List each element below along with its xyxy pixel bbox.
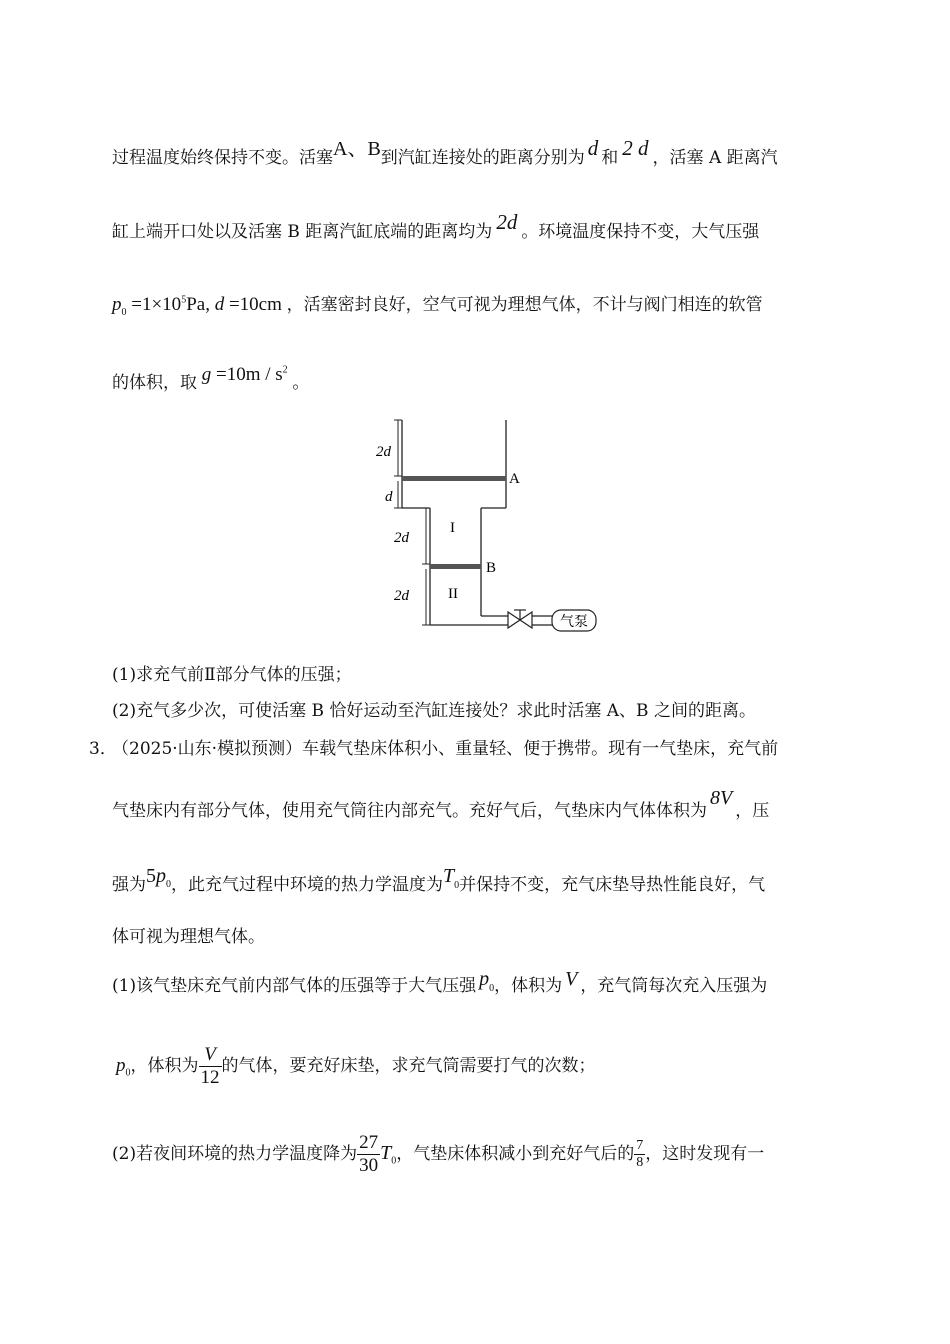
text: ，体积为 <box>130 1056 199 1076</box>
math-d: d <box>214 294 225 315</box>
text: ，压 <box>735 801 770 821</box>
label-2d-mid: 2d <box>394 530 409 546</box>
label-region-2: II <box>448 586 458 602</box>
math-2d: 2d <box>496 210 518 234</box>
text: ，活塞 A 距离汽 <box>652 148 778 168</box>
text: 缸上端开口处以及活塞 B 距离汽缸底端的距离均为 <box>112 222 493 242</box>
math-eq: =1×10 <box>131 294 182 315</box>
text-line-4 <box>112 364 310 394</box>
math-2d: 2 d <box>622 136 649 160</box>
text: 。环境温度保持不变，大气压强 <box>521 222 760 242</box>
text: ，这时发现有一 <box>645 1144 765 1164</box>
label-2d-bot: 2d <box>394 588 409 604</box>
q3-sub1-line-1 <box>112 968 768 998</box>
label-2d-top: 2d <box>376 444 391 460</box>
piston-b <box>430 564 481 569</box>
label-region-1: I <box>450 520 455 536</box>
fraction-denominator: 12 <box>200 1067 220 1088</box>
label-d: d <box>385 489 393 505</box>
math-v: V <box>565 968 578 990</box>
q3-line-4: 体可视为理想气体。 <box>112 927 265 947</box>
valve-icon <box>508 610 532 628</box>
q3-line-2 <box>112 787 770 822</box>
cylinder-diagram <box>360 410 610 640</box>
text: 强为 <box>112 875 146 895</box>
math-p: p <box>479 968 490 990</box>
text: ，气垫床体积减小到充好气后的 <box>396 1144 635 1164</box>
q3-line-3 <box>112 865 766 898</box>
fraction-v-12 <box>199 1044 222 1089</box>
question-number: 3． <box>89 739 117 759</box>
label-b: B <box>486 560 497 576</box>
q2-sub1: (1)求充气前Ⅱ部分气体的压强； <box>112 665 352 685</box>
fraction-numerator: 27 <box>359 1132 379 1153</box>
text: 的气体，要充好床垫，求充气筒需要打气的次数； <box>221 1056 596 1076</box>
text: ，充气筒每次充入压强为 <box>580 976 768 996</box>
fraction-27-30 <box>357 1132 380 1177</box>
text: (1)该气垫床充气前内部气体的压强等于大气压强 <box>112 976 477 996</box>
q3-line-1: （2025·山东·模拟预测）车载气垫床体积小、重量轻、便于携带。现有一气垫床，充气前 <box>112 739 779 759</box>
fraction-numerator: 7 <box>636 1138 644 1153</box>
math-5: 5 <box>146 865 156 887</box>
math-g: g <box>201 364 212 385</box>
text: 到汽缸连接处的距离分别为 <box>380 148 585 168</box>
piston-a <box>402 476 506 481</box>
subscript: 0 <box>166 879 171 890</box>
math-ab: A、B <box>333 138 381 160</box>
q3-sub1-line-2 <box>112 1044 596 1089</box>
text: (2)若夜间环境的热力学温度降为 <box>112 1144 358 1164</box>
label-a: A <box>509 471 520 487</box>
text: 。 <box>292 373 310 393</box>
superscript: 5 <box>181 294 187 306</box>
text: 的体积，取 <box>112 373 197 393</box>
math-eq: =10cm <box>228 294 282 315</box>
fraction-denominator: 30 <box>359 1155 379 1176</box>
math-p: p <box>116 1055 126 1076</box>
fraction-denominator: 8 <box>636 1155 644 1170</box>
superscript: 2 <box>282 364 288 376</box>
subscript: 0 <box>454 880 460 892</box>
subscript: 0 <box>125 1067 131 1079</box>
fraction-7-8 <box>634 1138 645 1171</box>
math-p: p <box>156 865 166 887</box>
math-t: T <box>443 865 455 887</box>
math-d: d <box>587 136 599 160</box>
text-line-3 <box>112 290 763 318</box>
text-line-1 <box>112 136 778 169</box>
text: 和 <box>601 148 619 168</box>
text: ，体积为 <box>494 976 563 996</box>
fraction-numerator: V <box>199 1044 222 1067</box>
math-unit: Pa, <box>186 294 210 315</box>
q3-sub2-line <box>112 1132 764 1177</box>
text: ，活塞密封良好，空气可视为理想气体，不计与阀门相连的软管 <box>286 295 763 315</box>
text: 过程温度始终保持不变。活塞 <box>112 148 333 168</box>
math-p: p <box>112 294 122 315</box>
math-val: =10m / s <box>216 364 283 385</box>
pump-label: 气泵 <box>560 614 588 630</box>
text-line-2 <box>112 210 760 243</box>
text: 气垫床内有部分气体，使用充气筒往内部充气。充好气后，气垫床内气体体积为 <box>112 801 707 821</box>
subscript: 0 <box>489 983 495 995</box>
text: 并保持不变，充气床垫导热性能良好，气 <box>459 875 766 895</box>
subscript: 0 <box>391 1155 397 1167</box>
subscript: 0 <box>121 306 127 318</box>
math-t: T <box>380 1142 392 1164</box>
q2-sub2: (2)充气多少次，可使活塞 B 恰好运动至汽缸连接处？求此时活塞 A、B 之间的距离。 <box>112 701 756 721</box>
text: ，此充气过程中环境的热力学温度为 <box>171 875 443 895</box>
math-8v: 8V <box>710 787 733 809</box>
